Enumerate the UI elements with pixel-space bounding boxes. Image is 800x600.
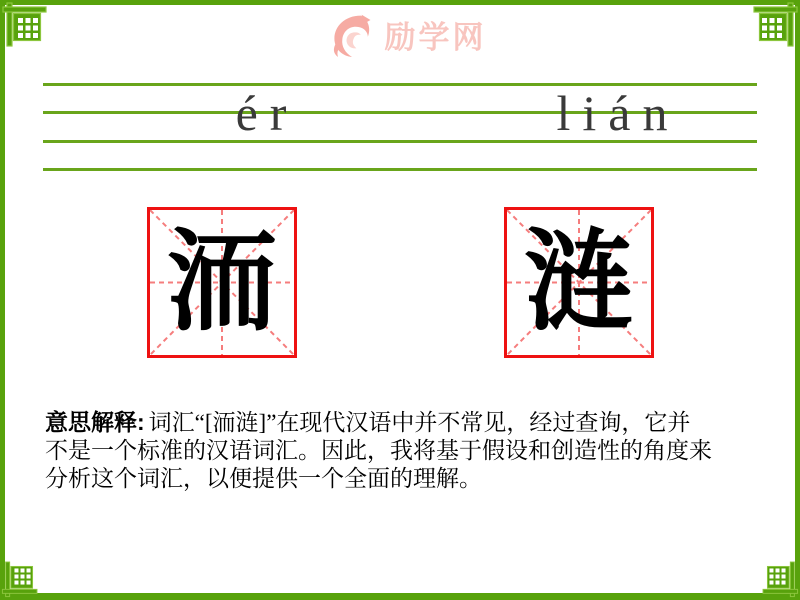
explanation-label: 意思解释: bbox=[45, 409, 145, 435]
explanation-text bbox=[45, 408, 761, 493]
frame-bottom-border bbox=[0, 593, 800, 600]
frame-right-border bbox=[795, 0, 800, 600]
pinyin-word-lian: lián bbox=[556, 85, 680, 141]
site-watermark bbox=[10, 12, 800, 57]
explanation-line-2: 不是一个标准的汉语词汇。因此，我将基于假设和创造性的角度来 bbox=[45, 438, 712, 463]
corner-ornament-bottom-right bbox=[755, 554, 800, 599]
pinyin-guide-line bbox=[43, 168, 757, 171]
explanation-line-3: 分析这个词汇，以便提供一个全面的理解。 bbox=[45, 466, 482, 491]
logo-swirl-icon bbox=[324, 13, 380, 57]
frame-left-border bbox=[0, 0, 5, 600]
frame-top-border bbox=[0, 0, 800, 5]
character-card-lian bbox=[504, 207, 654, 358]
character-card-er bbox=[147, 207, 297, 358]
hanzi-er: 洏 bbox=[167, 221, 277, 344]
corner-ornament-bottom-left bbox=[0, 554, 45, 599]
pinyin-word-er: ér bbox=[235, 85, 299, 141]
logo-text: 励学网 bbox=[384, 20, 487, 55]
explanation-line-1: 词汇“[洏涟]”在现代汉语中并不常见，经过查询，它并 bbox=[148, 410, 691, 435]
pinyin-grid bbox=[43, 83, 757, 171]
hanzi-lian: 涟 bbox=[524, 221, 634, 344]
